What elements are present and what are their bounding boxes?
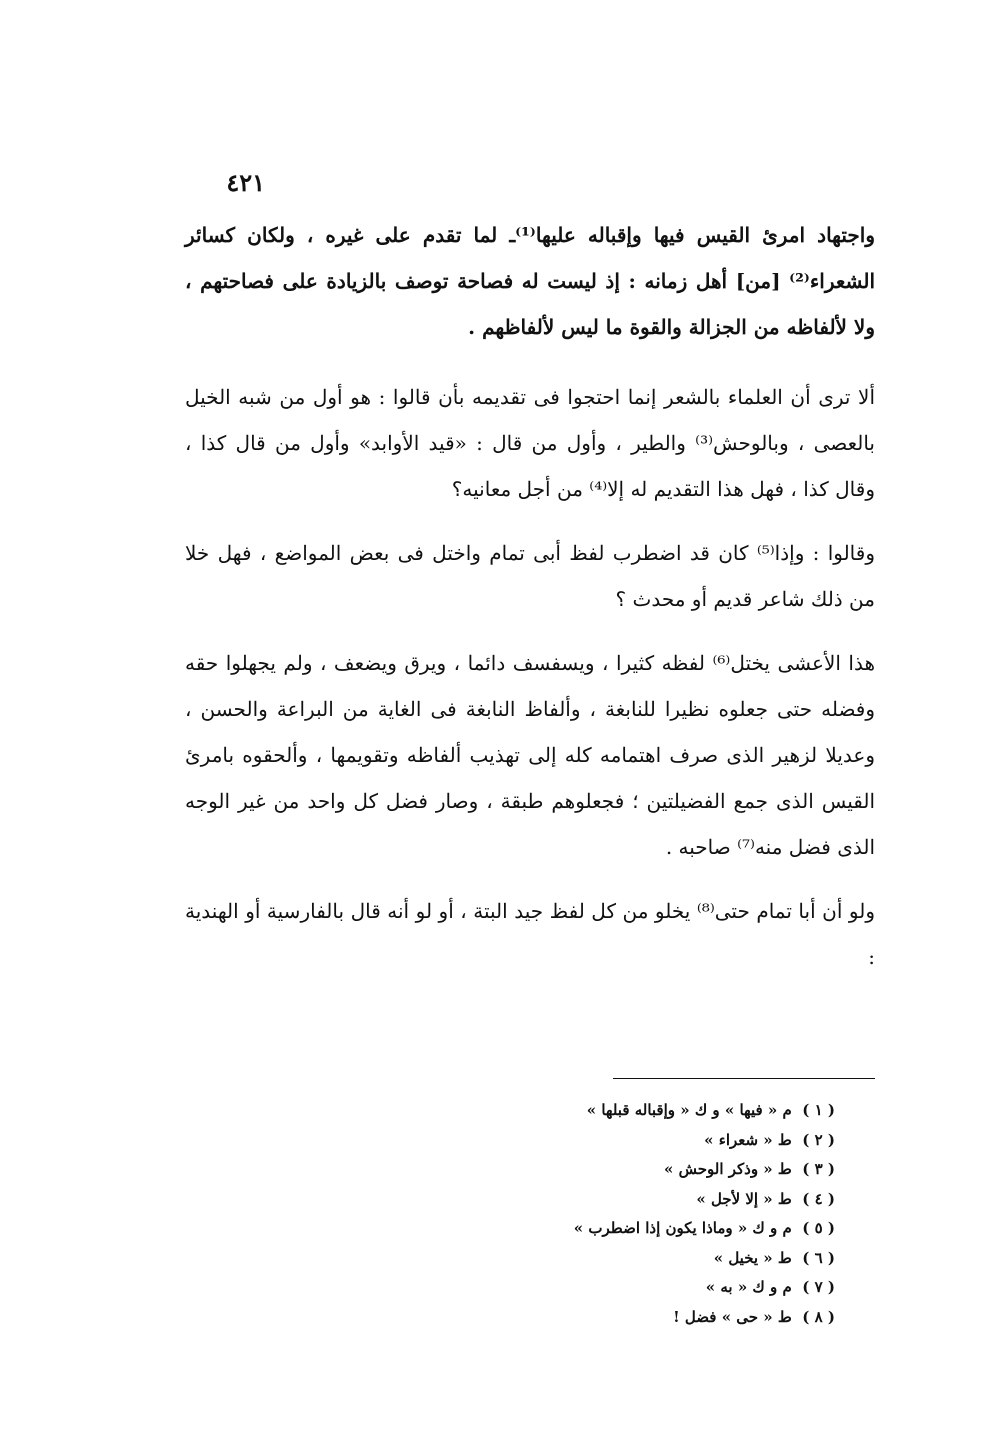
footnote-divider bbox=[613, 1078, 875, 1079]
footnote-text: ط « يخيل » bbox=[713, 1248, 792, 1267]
footnote-text: م و ك « وماذا يكون إذا اضطرب » bbox=[573, 1219, 792, 1237]
footnotes-list bbox=[495, 1096, 835, 1332]
footnote-number: ( ٧ ) bbox=[802, 1278, 835, 1296]
footnote-6 bbox=[495, 1244, 835, 1274]
page-number: ٤٢١ bbox=[226, 168, 265, 197]
footnote-3 bbox=[495, 1155, 835, 1185]
footnote-number: ( ٢ ) bbox=[802, 1130, 835, 1149]
paragraph-4: هذا الأعشى يختل⁽⁶⁾ لفظه كثيرا ، ويسفسف دائما ، ويرق ويضعف ، ولم يجهلوا حقه وفضله حتى جعلوه نظيرا للنابغة ، وألفاظ النابغة فى الغاية من البراعة والحسن ، وعديلا لزهير الذى صرف اهتمامه كله إلى تهذيب ألفاظه وتقويمها ، وألحقوه بامرئ القيس الذى جمع الفضيلتين ؛ فجعلوهم طبقة ، وصار فضل كل واحد من غير الوجه الذى فضل منه⁽⁷⁾ صاحبه . bbox=[185, 651, 876, 859]
paragraph-5: ولو أن أبا تمام حتى⁽⁸⁾ يخلو من كل لفظ جيد البتة ، أو لو أنه قال بالفارسية أو الهندية : bbox=[185, 899, 875, 969]
paragraph-1: واجتهاد امرئ القيس فيها وإقباله عليها⁽¹⁾ـ لما تقدم على غيره ، ولكان كسائر الشعراء⁽²⁾ [من] أهل زمانه : إذ ليست له فصاحة توصف بالزيادة على فصاحتهم ، ولا لألفاظه من الجزالة والقوة ما ليس لألفاظهم . bbox=[185, 223, 875, 339]
footnote-7 bbox=[495, 1273, 835, 1303]
main-text-body bbox=[185, 212, 875, 998]
footnote-text: ط « إلا لأجل » bbox=[696, 1189, 792, 1208]
footnote-1 bbox=[495, 1096, 835, 1126]
footnote-number: ( ١ ) bbox=[802, 1101, 835, 1119]
footnote-number: ( ٤ ) bbox=[802, 1189, 835, 1208]
footnote-5 bbox=[495, 1214, 835, 1244]
footnote-2 bbox=[495, 1126, 835, 1156]
footnote-number: ( ٥ ) bbox=[802, 1219, 835, 1237]
footnote-text: ط « وذكر الوحش » bbox=[664, 1160, 792, 1178]
footnote-number: ( ٦ ) bbox=[802, 1248, 835, 1267]
footnote-text: ط « حى » فضل ! bbox=[673, 1307, 792, 1326]
footnote-text: م و ك « به » bbox=[705, 1278, 792, 1296]
footnote-number: ( ٣ ) bbox=[802, 1160, 835, 1178]
footnote-text: ط « شعراء » bbox=[704, 1130, 792, 1149]
paragraph-3: وقالوا : وإذا⁽⁵⁾ كان قد اضطرب لفظ أبى تمام واختل فى بعض المواضع ، فهل خلا من ذلك شاعر قديم أو محدث ؟ bbox=[185, 541, 875, 611]
footnote-text: م « فيها » و ك « وإقباله قبلها » bbox=[586, 1101, 792, 1119]
footnote-number: ( ٨ ) bbox=[802, 1307, 835, 1326]
footnote-4 bbox=[495, 1185, 835, 1215]
footnote-8 bbox=[495, 1303, 835, 1333]
paragraph-2: ألا ترى أن العلماء بالشعر إنما احتجوا فى تقديمه بأن قالوا : هو أول من شبه الخيل بالعصى ، وبالوحش⁽³⁾ والطير ، وأول من قال : «قيد الأوابد» وأول من قال كذا ، وقال كذا ، فهل هذا التقديم له إلا⁽⁴⁾ من أجل معانيه؟ bbox=[185, 385, 876, 501]
